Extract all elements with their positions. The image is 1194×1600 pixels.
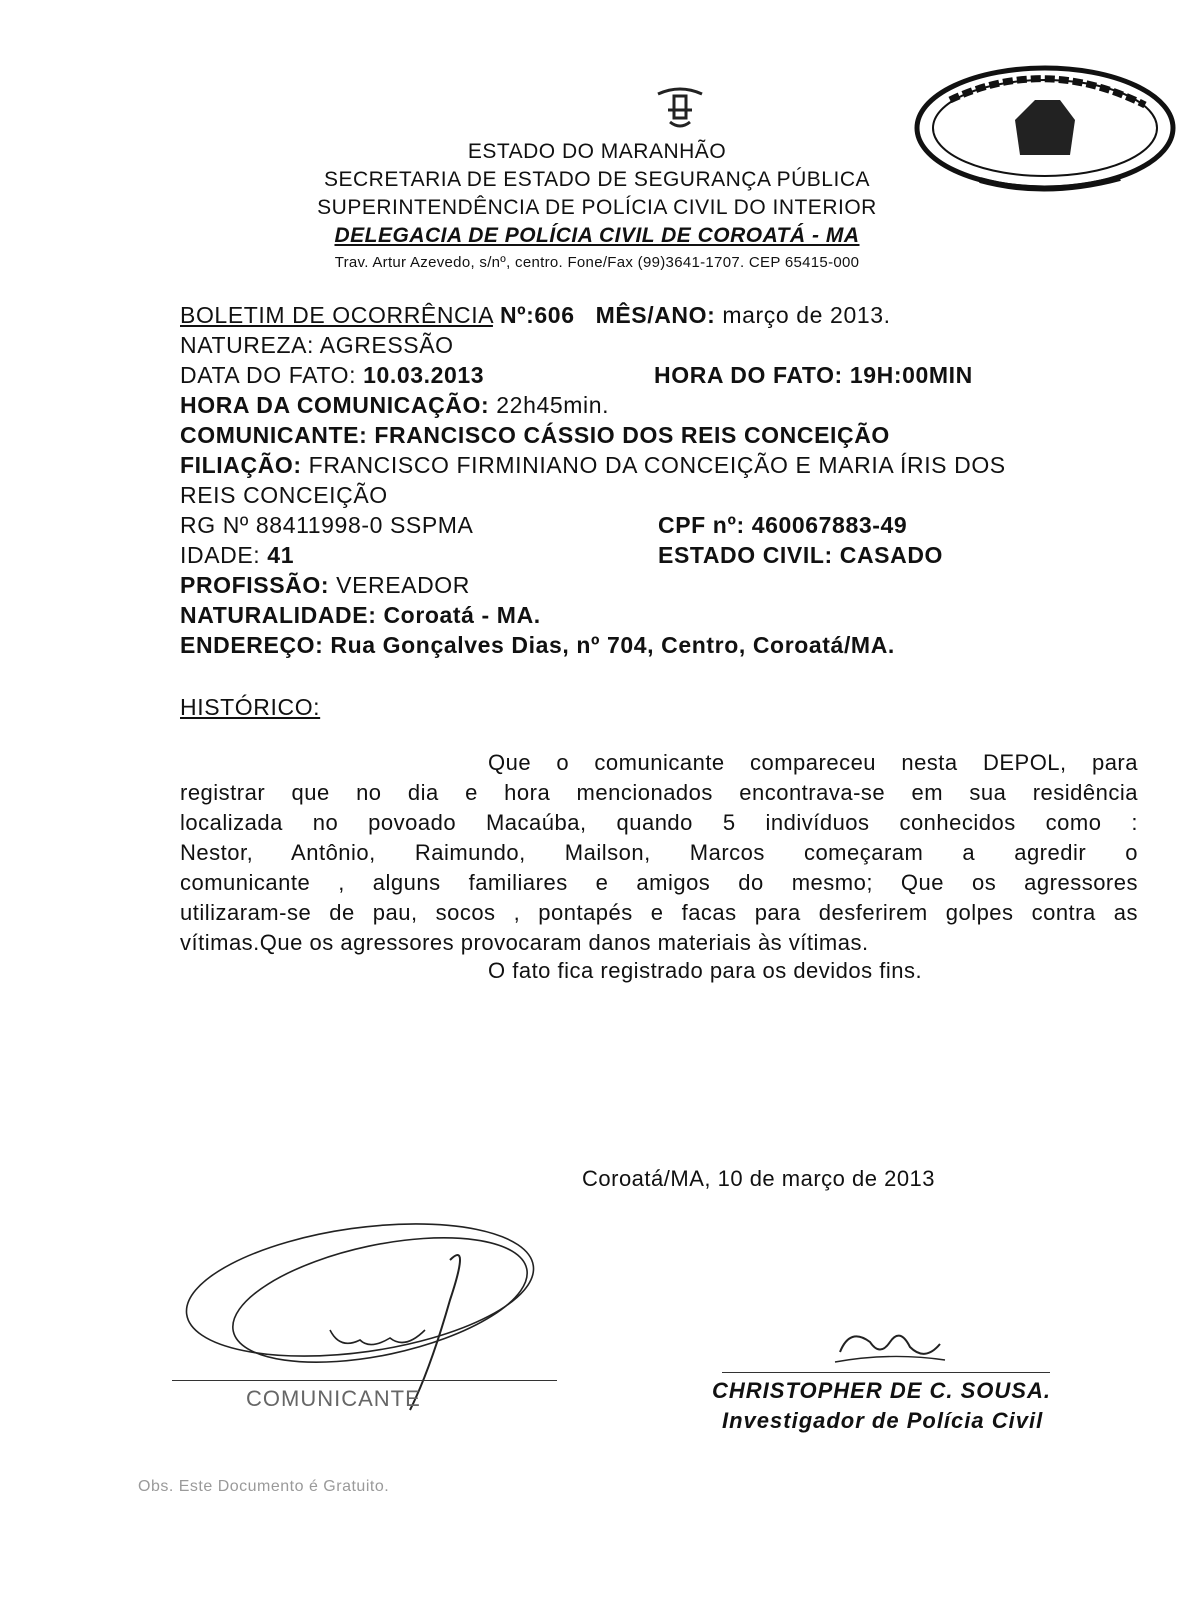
date-value: 10.03.2013 xyxy=(363,362,485,388)
age-label: IDADE: xyxy=(180,542,261,568)
rg-value: 88411998-0 SSPMA xyxy=(255,512,474,538)
history-line-6: vítimas.Que os agressores provocaram danos materiais às vítimas. xyxy=(180,930,869,955)
profession-value: VEREADOR xyxy=(336,572,471,598)
profession-label: PROFISSÃO: xyxy=(180,572,330,598)
filiation-value-2: REIS CONCEIÇÃO xyxy=(180,482,388,508)
reporter-signature-line xyxy=(172,1380,557,1381)
coat-of-arms-icon xyxy=(650,84,710,134)
comm-time-line xyxy=(180,392,609,419)
reporter-label: COMUNICANTE: xyxy=(180,422,368,448)
header-state: ESTADO DO MARANHÃO xyxy=(467,140,727,163)
time-label: HORA DO FATO: xyxy=(654,362,843,388)
investigator-title: Investigador de Polícia Civil xyxy=(722,1408,1044,1433)
nature-value: AGRESSÃO xyxy=(319,332,454,358)
naturality-label: NATURALIDADE: xyxy=(180,602,377,628)
naturality-line xyxy=(180,602,541,629)
naturality-value: Coroatá - MA. xyxy=(383,602,541,628)
filiation-value-1: FRANCISCO FIRMINIANO DA CONCEIÇÃO E MARIA ÍRIS DOS xyxy=(308,452,1006,478)
filiation-line xyxy=(180,452,1006,479)
time-line xyxy=(654,362,973,389)
civil-line xyxy=(658,542,943,569)
history-closing: O fato fica registrado para os devidos fins. xyxy=(488,958,923,983)
civil-label: ESTADO CIVIL: xyxy=(658,542,833,568)
date-label: DATA DO FATO: xyxy=(180,362,357,388)
month-value: março de 2013. xyxy=(722,302,891,328)
rg-line xyxy=(180,512,474,539)
bo-label: BOLETIM DE OCORRÊNCIA xyxy=(180,302,493,328)
history-line-3: Nestor, Antônio, Raimundo, Mailson, Marcos começaram a agredir o xyxy=(180,840,1138,865)
investigator-signature-icon xyxy=(830,1322,950,1372)
history-line-5: utilizaram-se de pau, socos , pontapés e facas para desferirem golpes contra as xyxy=(180,900,1138,925)
header-secretariat: SECRETARIA DE ESTADO DE SEGURANÇA PÚBLICA xyxy=(323,168,870,191)
nature-label: NATUREZA: xyxy=(180,332,315,358)
age-line xyxy=(180,542,294,569)
cpf-line xyxy=(658,512,907,539)
history-line-0: Que o comunicante compareceu nesta DEPOL, para xyxy=(488,750,1138,775)
comm-time-value: 22h45min. xyxy=(496,392,610,418)
investigator-name: CHRISTOPHER DE C. SOUSA. xyxy=(712,1378,1051,1403)
history-line-1: registrar que no dia e hora mencionados encontrava-se em sua residência xyxy=(180,780,1138,805)
address-line xyxy=(180,632,895,659)
cpf-value: 460067883-49 xyxy=(751,512,908,538)
history-line-2: localizada no povoado Macaúba, quando 5 indivíduos conhecidos como : xyxy=(180,810,1138,835)
month-label: MÊS/ANO: xyxy=(595,302,716,328)
comm-time-label: HORA DA COMUNICAÇÃO: xyxy=(180,392,490,418)
investigator-signature-line xyxy=(722,1372,1050,1373)
profession-line xyxy=(180,572,470,599)
filiation-label: FILIAÇÃO: xyxy=(180,452,302,478)
rg-label: RG Nº xyxy=(180,512,249,538)
place-date: Coroatá/MA, 10 de março de 2013 xyxy=(582,1166,936,1191)
footer-note: Obs. Este Documento é Gratuito. xyxy=(138,1478,390,1495)
reporter-value: FRANCISCO CÁSSIO DOS REIS CONCEIÇÃO xyxy=(374,422,890,448)
header-superintendency: SUPERINTENDÊNCIA DE POLÍCIA CIVIL DO INTERIOR xyxy=(317,196,877,219)
nature-line xyxy=(180,332,454,359)
address-label: ENDEREÇO: xyxy=(180,632,324,658)
bo-number: Nº:606 xyxy=(499,302,575,328)
header-delegacy: DELEGACIA DE POLÍCIA CIVIL DE COROATÁ - MA xyxy=(334,224,860,247)
address-value: Rua Gonçalves Dias, nº 704, Centro, Coroatá/MA. xyxy=(330,632,895,658)
history-title: HISTÓRICO: xyxy=(180,694,321,720)
bo-line xyxy=(180,302,891,329)
cpf-label: CPF nº: xyxy=(658,512,745,538)
header-address: Trav. Artur Azevedo, s/nº, centro. Fone/Fax (99)3641-1707. CEP 65415-000 xyxy=(334,254,860,271)
age-value: 41 xyxy=(267,542,295,568)
reporter-line xyxy=(180,422,890,449)
history-line-4: comunicante , alguns familiares e amigos do mesmo; Que os agressores xyxy=(180,870,1138,895)
date-line xyxy=(180,362,484,389)
civil-value: CASADO xyxy=(839,542,944,568)
reporter-signature-label: COMUNICANTE xyxy=(246,1386,421,1411)
time-value: 19H:00MIN xyxy=(849,362,973,388)
